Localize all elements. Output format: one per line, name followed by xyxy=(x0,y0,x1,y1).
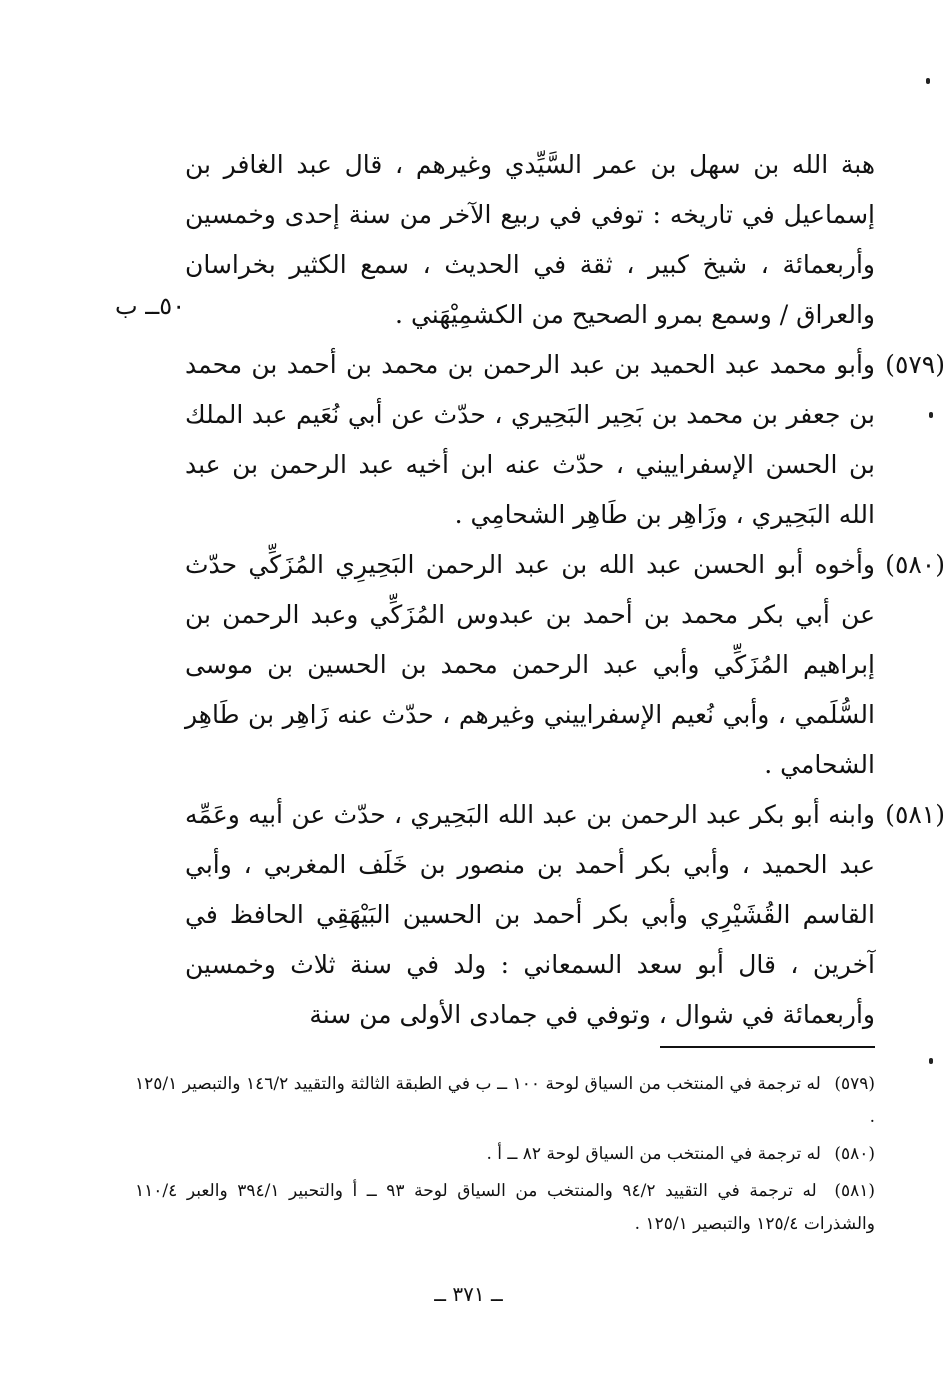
footnote-number: (٥٨٠) xyxy=(834,1144,875,1164)
scan-speck xyxy=(929,1058,933,1064)
entry-number: (٥٨١) xyxy=(885,800,945,829)
manuscript-folio-marker: ٥٠ــ ب xyxy=(115,292,186,320)
footnote-581 xyxy=(135,1175,875,1241)
entry-text: وأبو محمد عبد الحميد بن عبد الرحمن بن محمد بن أحمد بن محمد بن جعفر بن محمد بن بَحِير البَحِيري ، حدّث عن أبي نُعَيم عبد الملك بن الحسن الإسفراييني ، حدّث عنه ابن أخيه عبد الرحمن بن عبد الله البَحِيري ، وزَاهِر بن طَاهِر الشحامِي . xyxy=(185,350,875,529)
entry-579 xyxy=(185,340,945,540)
entry-number: (٥٨٠) xyxy=(885,550,945,579)
footnote-579 xyxy=(135,1068,875,1134)
scan-speck xyxy=(926,78,930,84)
main-text-body xyxy=(185,140,945,1040)
footnote-text: له ترجمة في المنتخب من السياق لوحة ٨٢ ــ أ . xyxy=(486,1144,821,1164)
entry-number: (٥٧٩) xyxy=(885,350,945,379)
footnote-divider xyxy=(660,1046,875,1048)
scan-speck xyxy=(929,412,933,418)
footnote-text: له ترجمة في المنتخب من السياق لوحة ١٠٠ ــ ب في الطبقة الثالثة والتقييد ١٤٦/٢ والتبصير ١٢٥/١ . xyxy=(135,1074,875,1127)
entry-580 xyxy=(185,540,945,790)
footnotes-section xyxy=(135,1068,875,1245)
footnote-number: (٥٨١) xyxy=(834,1181,875,1201)
entry-text: وابنه أبو بكر عبد الرحمن بن عبد الله البَحِيري ، حدّث عن أبيه وعَمِّه عبد الحميد ، وأبي بكر أحمد بن منصور بن خَلَف المغربي ، وأبي القاسم القُشَيْرِي وأبي بكر أحمد بن الحسين البَيْهَقِي الحافظ في آخرين ، قال أبو سعد السمعاني : ولد في سنة ثلاث وخمسين وأربعمائة في شوال ، وتوفي في جمادى الأولى من سنة xyxy=(185,800,875,1029)
entry-text: وأخوه أبو الحسن عبد الله بن عبد الرحمن البَحِيرِي المُزَكِّي حدّث عن أبي بكر محمد بن أحمد بن عبدوس المُزَكِّي وعبد الرحمن بن إبراهيم المُزَكِّي وأبي عبد الرحمن محمد بن الحسين بن موسى السُّلَمي ، وأبي نُعيم الإسفراييني وغيرهم ، حدّث عنه زَاهِر بن طَاهِر الشحامي . xyxy=(185,550,875,779)
footnote-580 xyxy=(135,1138,875,1171)
footnote-number: (٥٧٩) xyxy=(834,1074,876,1094)
footnote-text: له ترجمة في التقييد ٩٤/٢ والمنتخب من السياق لوحة ٩٣ ــ أ والتحبير ٣٩٤/١ والعبر ١١٠/٤ والشذرات ١٢٥/٤ والتبصير ١٢٥/١ . xyxy=(135,1181,875,1234)
entry-581 xyxy=(185,790,945,1040)
intro-paragraph: هبة الله بن سهل بن عمر السَّيِّدي وغيرهم ، قال عبد الغافر بن إسماعيل في تاريخه : توفي في ربيع الآخر من سنة إحدى وخمسين وأربعمائة ، شيخ كبير ، ثقة في الحديث ، سمع الكثير بخراسان والعراق / وسمع بمرو الصحيح من الكشمِيْهَني . xyxy=(185,150,875,329)
page-number: ــ ٣٧١ ــ xyxy=(434,1282,503,1306)
